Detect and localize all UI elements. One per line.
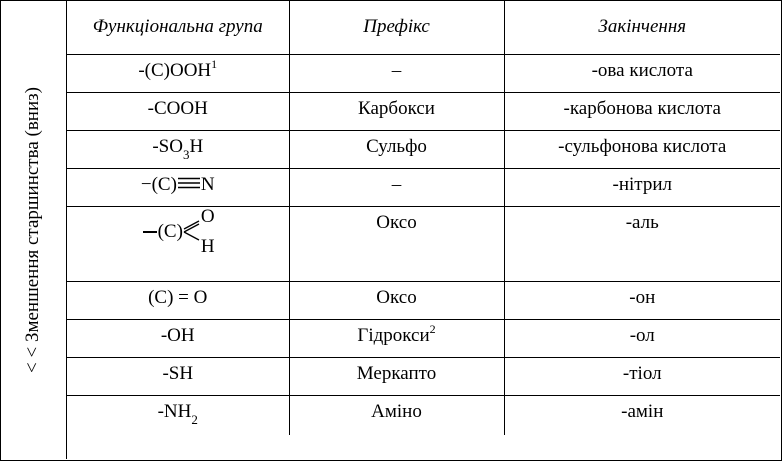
table-row [67, 169, 780, 207]
seniority-axis [0, 0, 67, 459]
suffix-cell: -он [504, 282, 780, 320]
table-row [67, 55, 780, 93]
group-cell: $-SO_3H$ [67, 131, 289, 169]
suffix-cell: -карбонова кислота [504, 93, 780, 131]
table-row [67, 93, 780, 131]
table-row [67, 282, 780, 320]
group-cell: -COOH [67, 93, 289, 131]
suffix-cell: -сульфонова кислота [504, 131, 780, 169]
header-prefix: Префікс [289, 0, 504, 55]
prefix-cell: Меркапто [289, 358, 504, 396]
aldehyde-branch-icon: O H [183, 209, 213, 255]
suffix-cell: -ол [504, 320, 780, 358]
table-row [67, 396, 780, 435]
prefix-cell: Оксо [289, 207, 504, 282]
functional-groups-table [67, 0, 780, 435]
group-cell: -OH [67, 320, 289, 358]
group-cell: (C) = O [67, 282, 289, 320]
header-group: Функціональна група [67, 0, 289, 55]
group-cell: -(C)OOH$^1$ [67, 55, 289, 93]
group-cell: −(C) N [67, 169, 289, 207]
table-row [67, 320, 780, 358]
aldehyde-formula: (C) O H [143, 209, 213, 255]
suffix-cell: -ова кислота [504, 55, 780, 93]
prefix-cell: – [289, 169, 504, 207]
prefix-cell: Сульфо [289, 131, 504, 169]
suffix-cell: -нітрил [504, 169, 780, 207]
suffix-cell: -тіол [504, 358, 780, 396]
table-row [67, 358, 780, 396]
suffix-cell: -аль [504, 207, 780, 282]
suffix-cell: -амін [504, 396, 780, 435]
triple-bond-icon [178, 174, 200, 194]
prefix-cell: Оксо [289, 282, 504, 320]
prefix-cell: Карбокси [289, 93, 504, 131]
group-cell: -SH [67, 358, 289, 396]
header-suffix: Закінчення [504, 0, 780, 55]
prefix-cell: Аміно [289, 396, 504, 435]
seniority-label: < < Зменшення старшинства (вниз) [22, 87, 43, 373]
table-row [67, 131, 780, 169]
prefix-cell: Гідрокси$^2$ [289, 320, 504, 358]
single-bond-icon [143, 231, 157, 233]
table-row [67, 207, 780, 282]
group-cell [67, 207, 289, 282]
prefix-cell: – [289, 55, 504, 93]
group-cell: $-NH_2$ [67, 396, 289, 435]
header-row [67, 0, 780, 55]
